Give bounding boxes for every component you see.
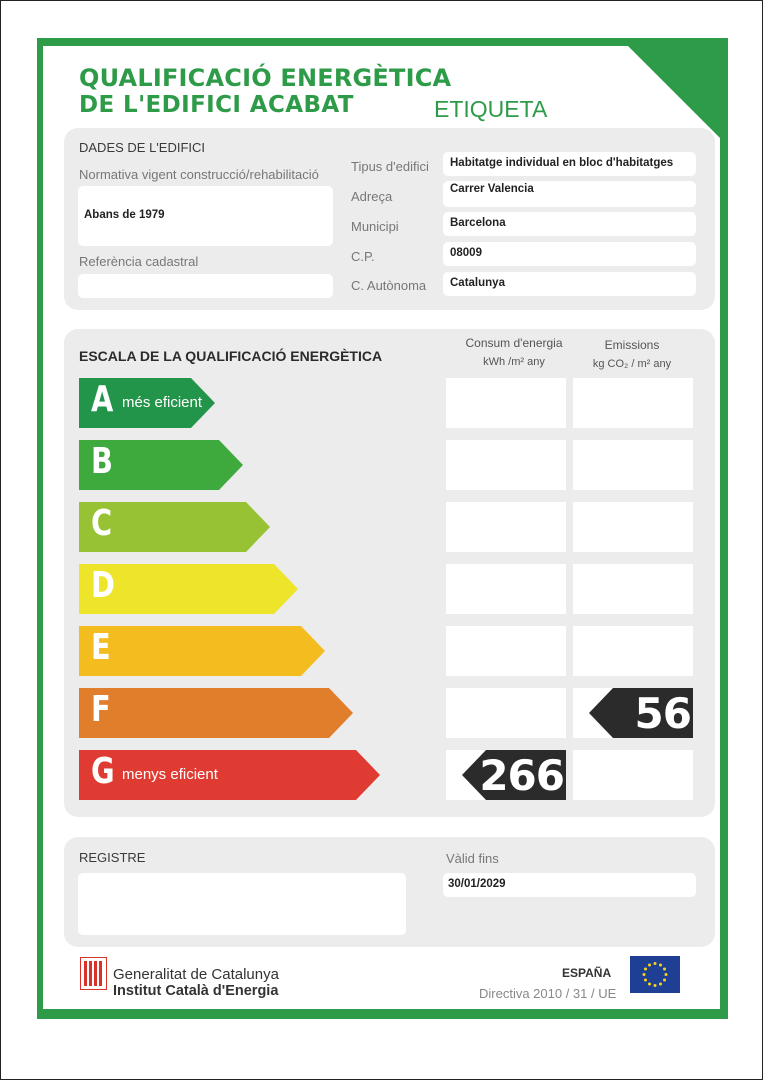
eu-star — [644, 979, 647, 982]
consumption-value: 266 — [479, 751, 564, 800]
field-label-postcode: C.P. — [351, 249, 375, 264]
registry-panel — [64, 837, 715, 947]
normativa-value: Abans de 1979 — [84, 209, 165, 221]
valid-until-label: Vàlid fins — [446, 851, 499, 866]
rating-arrow-c — [79, 502, 270, 552]
eu-star — [663, 968, 666, 971]
consumption-unit: kWh /m² any — [483, 356, 545, 368]
normativa-field — [78, 186, 333, 246]
rating-arrow-f — [79, 688, 353, 738]
rating-letter: C — [91, 503, 113, 544]
emissions-value-badge — [589, 688, 693, 738]
rating-letter: A — [91, 379, 114, 420]
eu-star — [654, 962, 657, 965]
rating-arrow-g — [79, 750, 380, 800]
consumption-cell-a — [446, 378, 566, 428]
field-label-building-type: Tipus d'edifici — [351, 159, 429, 174]
emissions-header — [569, 336, 695, 374]
eu-star — [659, 983, 662, 986]
green-frame — [37, 38, 728, 1019]
consumption-cell-e — [446, 626, 566, 676]
building-data-panel — [64, 128, 715, 310]
field-label-region: C. Autònoma — [351, 278, 427, 293]
field-region — [443, 272, 696, 296]
field-postcode — [443, 242, 696, 266]
eu-star — [648, 983, 651, 986]
catalonia-emblem-icon — [80, 957, 107, 990]
rating-letter: F — [91, 689, 111, 730]
country-label: ESPAÑA — [562, 966, 612, 980]
field-label-municipality: Municipi — [351, 219, 399, 234]
eu-star — [644, 968, 647, 971]
municipality-value: Barcelona — [450, 217, 506, 229]
corner-triangle — [628, 46, 720, 138]
label-body — [43, 46, 720, 1009]
registry-field — [78, 873, 406, 935]
title-line1: QUALIFICACIÓ ENERGÈTICA — [79, 64, 452, 92]
rating-arrow-d — [79, 564, 298, 614]
org-name-line1: Generalitat de Catalunya — [113, 966, 279, 983]
eu-star — [643, 973, 646, 976]
org-name-line2: Institut Català d'Energia — [113, 983, 279, 999]
building-section-title: DADES DE L'EDIFICI — [79, 140, 206, 155]
emissions-cell-g — [573, 750, 693, 800]
emissions-cell-d — [573, 564, 693, 614]
rating-letter: D — [91, 565, 115, 606]
emissions-cell-f — [573, 688, 693, 738]
emissions-title: Emissions — [604, 338, 660, 352]
cadastral-field — [78, 274, 333, 298]
field-label-address: Adreça — [351, 189, 393, 204]
building-type-value: Habitatge individual en bloc d'habitatges — [450, 157, 674, 169]
emissions-unit: kg CO₂ / m² any — [592, 358, 672, 370]
registry-title: REGISTRE — [79, 850, 146, 865]
title-line2: DE L'EDIFICI ACABAT — [79, 92, 354, 118]
emissions-cell-b — [573, 440, 693, 490]
rating-letter: E — [91, 627, 111, 668]
consumption-cell-g — [446, 750, 566, 800]
eu-flag-icon — [630, 956, 680, 993]
field-address — [443, 181, 696, 207]
rating-caption: menys eficient — [122, 766, 218, 783]
consumption-title: Consum d'energia — [465, 336, 563, 350]
eu-star — [659, 963, 662, 966]
eu-star — [654, 984, 657, 987]
field-municipality — [443, 212, 696, 236]
rating-arrow-shape — [79, 626, 325, 676]
emissions-cell-c — [573, 502, 693, 552]
rating-arrow-b — [79, 440, 243, 490]
consumption-cell-b — [446, 440, 566, 490]
rating-letter: G — [91, 751, 115, 792]
label-etiqueta: ETIQUETA — [434, 96, 548, 122]
address-value: Carrer Valencia — [450, 183, 534, 195]
emissions-value: 56 — [634, 689, 691, 738]
eu-star — [648, 963, 651, 966]
region-value: Catalunya — [450, 277, 505, 289]
consumption-value-badge — [462, 750, 566, 800]
rating-caption: més eficient — [122, 394, 203, 411]
postcode-value: 08009 — [450, 247, 482, 259]
rating-arrow-a — [79, 378, 215, 428]
rating-letter: B — [91, 441, 113, 482]
consumption-cell-f — [446, 688, 566, 738]
valid-until-field — [443, 873, 696, 897]
rating-arrow-shape — [79, 688, 353, 738]
field-building-type — [443, 152, 696, 176]
consumption-cell-c — [446, 502, 566, 552]
cadastral-label: Referència cadastral — [79, 254, 199, 269]
consumption-cell-d — [446, 564, 566, 614]
eu-star — [665, 973, 668, 976]
scale-title: ESCALA DE LA QUALIFICACIÓ ENERGÈTICA — [79, 348, 383, 364]
valid-until-value: 30/01/2029 — [448, 878, 506, 890]
eu-star — [663, 979, 666, 982]
normativa-label: Normativa vigent construcció/rehabilitació — [79, 167, 319, 182]
directive-label: Directiva 2010 / 31 / UE — [479, 986, 617, 1001]
emissions-cell-a — [573, 378, 693, 428]
emissions-cell-e — [573, 626, 693, 676]
consumption-header — [439, 334, 589, 372]
rating-arrow-e — [79, 626, 325, 676]
